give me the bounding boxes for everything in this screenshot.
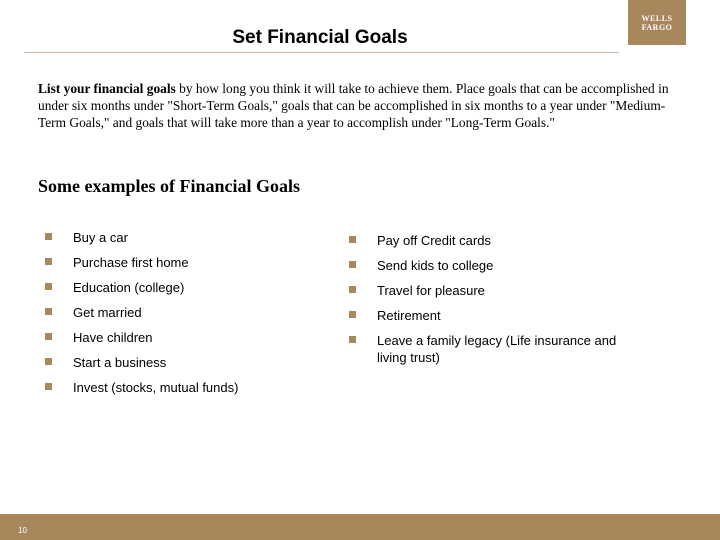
list-item-label: Have children — [73, 330, 153, 345]
intro-body: by how long you think it will take to achieve them. Place goals that can be accomplished in under six months under "Short-Term Goals," goals that can be accomplished in six months to a year under "Medium-Term Goals," and goals that will take more than a year to accomplish under "Long-Term Goals." — [38, 81, 669, 130]
list-item-label: Purchase first home — [73, 255, 189, 270]
examples-left-list — [45, 229, 335, 404]
list-item-label: Send kids to college — [377, 258, 494, 273]
square-bullet-icon — [45, 383, 52, 390]
square-bullet-icon — [349, 236, 356, 243]
square-bullet-icon — [45, 358, 52, 365]
list-item — [349, 232, 629, 257]
page-number: 10 — [18, 526, 27, 535]
logo-line-1: WELLS — [641, 13, 673, 23]
page-title: Set Financial Goals — [232, 27, 408, 48]
list-item — [349, 282, 629, 307]
footer-bar — [0, 514, 720, 540]
list-item-label: Retirement — [377, 308, 441, 323]
list-item — [45, 254, 335, 279]
square-bullet-icon — [45, 258, 52, 265]
list-item-label: Start a business — [73, 355, 167, 370]
list-item — [349, 257, 629, 282]
list-item-label: Get married — [73, 305, 142, 320]
intro-lead: List your financial goals — [38, 81, 176, 96]
square-bullet-icon — [349, 336, 356, 343]
square-bullet-icon — [45, 308, 52, 315]
square-bullet-icon — [349, 286, 356, 293]
list-item — [45, 304, 335, 329]
intro-paragraph — [38, 80, 678, 131]
list-item-label: Travel for pleasure — [377, 283, 485, 298]
examples-heading: Some examples of Financial Goals — [38, 176, 300, 196]
square-bullet-icon — [349, 261, 356, 268]
list-item — [45, 354, 335, 379]
list-item-label: Buy a car — [73, 230, 128, 245]
examples-right-list — [349, 232, 629, 368]
list-item — [349, 332, 629, 368]
square-bullet-icon — [349, 311, 356, 318]
logo-line-2: FARGO — [641, 22, 673, 32]
list-item — [45, 279, 335, 304]
list-item — [349, 307, 629, 332]
title-divider — [24, 52, 619, 53]
list-item-label: Invest (stocks, mutual funds) — [73, 380, 239, 395]
list-item-label: Pay off Credit cards — [377, 233, 491, 248]
list-item — [45, 379, 335, 404]
square-bullet-icon — [45, 283, 52, 290]
wells-fargo-logo — [628, 0, 686, 45]
square-bullet-icon — [45, 233, 52, 240]
list-item — [45, 329, 335, 354]
list-item-label: Leave a family legacy (Life insurance and living trust) — [377, 333, 617, 365]
list-item — [45, 229, 335, 254]
square-bullet-icon — [45, 333, 52, 340]
list-item-label: Education (college) — [73, 280, 185, 295]
